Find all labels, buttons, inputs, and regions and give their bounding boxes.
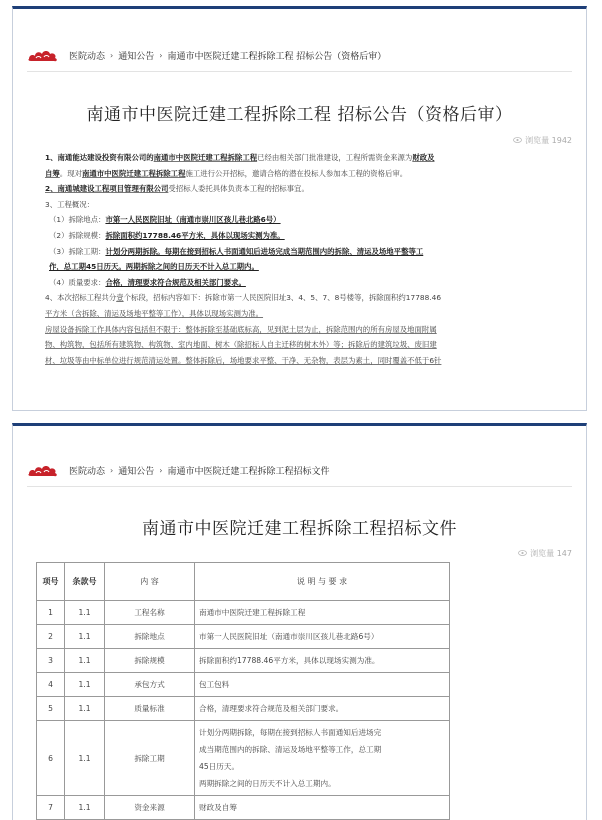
table-header-row	[37, 563, 450, 601]
row-item: 资金来源	[105, 796, 195, 820]
page-title: 南通市中医院迁建工程拆除工程招标文件	[142, 519, 457, 539]
row-desc: 计划分两期拆除，每期在接到招标人书面通知后进场完 成当期范围内的拆除、清运及场地平整等工作，总工期 45日历天。 两期拆除之间的日历天不计入总工期内。	[195, 721, 450, 796]
row-clause: 1.1	[65, 673, 105, 697]
notice-panel	[12, 6, 587, 411]
breadcrumb	[27, 462, 329, 478]
eye-icon	[518, 549, 527, 558]
row-desc: 包工包料	[195, 673, 450, 697]
chevron-right-icon: ›	[159, 50, 163, 60]
row-item: 拆除规模	[105, 649, 195, 673]
breadcrumb	[27, 47, 386, 63]
auspicious-cloud-icon	[27, 47, 59, 63]
row-no: 3	[37, 649, 65, 673]
col-header-desc: 说 明 与 要 求	[195, 563, 450, 601]
notice-line: 房屋设备拆除工作具体内容包括但不限于：整体拆除至基础底标高，见到泥土层为止，拆除范围内的所有房屋及地面附属	[45, 324, 437, 334]
breadcrumb-notices[interactable]: 通知公告	[118, 466, 155, 477]
view-count-label: 浏览量	[530, 549, 555, 558]
notice-line: 平方米（含拆除、清运及场地平整等工作），具体以现场实测为准。	[45, 308, 264, 318]
row-desc: 财政及自筹	[195, 796, 450, 820]
row-no: 5	[37, 697, 65, 721]
row-desc: 南通市中医院迁建工程拆除工程	[195, 601, 450, 625]
notice-body	[45, 150, 573, 368]
notice-line: 物、构筑物，包括所有建筑物、构筑物、室内地面、树木（除招标人自主迁移的树木外）等；拆除后的建筑垃圾、废旧建	[45, 340, 437, 350]
view-count-value: 1942	[551, 136, 572, 145]
table-row	[37, 697, 450, 721]
chevron-right-icon: ›	[159, 465, 163, 475]
view-count	[513, 135, 572, 146]
notice-line: （4）质量要求：合格，清理要求符合规范及相关部门要求。	[49, 277, 246, 287]
row-item: 拆除地点	[105, 625, 195, 649]
row-no: 4	[37, 673, 65, 697]
row-desc: 拆除面积约17788.46平方米，具体以现场实测为准。	[195, 649, 450, 673]
notice-line: 自筹。现对南通市中医院迁建工程拆除工程施工进行公开招标，邀请合格的潜在投标人参加本工程的资格后审。	[45, 168, 408, 178]
row-desc: 合格，清理要求符合规范及相关部门要求。	[195, 697, 450, 721]
notice-line: （1）拆除地点：市第一人民医院旧址（南通市崇川区孩儿巷北路6号）	[49, 215, 281, 225]
row-item: 承包方式	[105, 673, 195, 697]
row-clause: 1.1	[65, 721, 105, 796]
row-clause: 1.1	[65, 796, 105, 820]
row-item: 质量标准	[105, 697, 195, 721]
divider	[27, 486, 572, 487]
row-clause: 1.1	[65, 625, 105, 649]
col-header-no: 项号	[37, 563, 65, 601]
breadcrumb-hospital-news[interactable]: 医院动态	[69, 51, 106, 62]
chevron-right-icon: ›	[110, 50, 114, 60]
row-no: 2	[37, 625, 65, 649]
breadcrumb-hospital-news[interactable]: 医院动态	[69, 466, 106, 477]
divider	[27, 71, 572, 72]
table-row	[37, 649, 450, 673]
row-no: 6	[37, 721, 65, 796]
table-row	[37, 625, 450, 649]
table-row	[37, 721, 450, 796]
view-count-value: 147	[556, 549, 572, 558]
notice-line: （3）拆除工期：计划分两期拆除。每期在接到招标人书面通知后进场完成当期范围内的拆除、清运及场地平整等工	[49, 246, 424, 256]
row-item: 工程名称	[105, 601, 195, 625]
page-title: 南通市中医院迁建工程拆除工程 招标公告（资格后审）	[86, 105, 513, 125]
table-row	[37, 601, 450, 625]
notice-line: 2、南通城建设工程项目管理有限公司受招标人委托具体负责本工程的招标事宜。	[45, 184, 309, 194]
notice-line: 4、本次招标工程共分壹个标段，招标内容如下：拆除市第一人民医院旧址3、4、5、7、8号楼等，拆除面积约17788.46	[45, 293, 442, 303]
breadcrumb-notices[interactable]: 通知公告	[118, 51, 155, 62]
notice-line: （2）拆除规模：拆除面积约17788.46平方米，具体以现场实测为准。	[49, 230, 285, 240]
row-clause: 1.1	[65, 601, 105, 625]
row-item: 拆除工期	[105, 721, 195, 796]
breadcrumb-current: 南通市中医院迁建工程拆除工程招标文件	[167, 466, 330, 477]
view-count	[518, 548, 572, 559]
row-no: 7	[37, 796, 65, 820]
notice-line: 1、南通能达建设投资有限公司的南通市中医院迁建工程拆除工程已经由相关部门批准建设，工程所需资金来源为财政及	[45, 153, 435, 162]
tender-spec-table	[36, 562, 450, 820]
view-count-label: 浏览量	[525, 136, 550, 145]
row-clause: 1.1	[65, 697, 105, 721]
notice-line: 材、垃圾等由中标单位进行规范清运处置。整体拆除后，场地要求平整、干净、无杂物，表层为素土，同时覆盖不低于6针	[45, 355, 442, 365]
notice-line: 3、工程概况：	[45, 199, 95, 209]
table-row	[37, 673, 450, 697]
row-no: 1	[37, 601, 65, 625]
eye-icon	[513, 136, 522, 145]
row-desc: 市第一人民医院旧址（南通市崇川区孩儿巷北路6号）	[195, 625, 450, 649]
auspicious-cloud-icon	[27, 462, 59, 478]
table-row	[37, 796, 450, 820]
notice-line: 作，总工期45日历天。两期拆除之间的日历天不计入总工期内。	[49, 262, 259, 272]
col-header-clause: 条款号	[65, 563, 105, 601]
col-header-content: 内 容	[105, 563, 195, 601]
breadcrumb-current: 南通市中医院迁建工程拆除工程 招标公告（资格后审）	[167, 51, 387, 62]
chevron-right-icon: ›	[110, 465, 114, 475]
row-clause: 1.1	[65, 649, 105, 673]
